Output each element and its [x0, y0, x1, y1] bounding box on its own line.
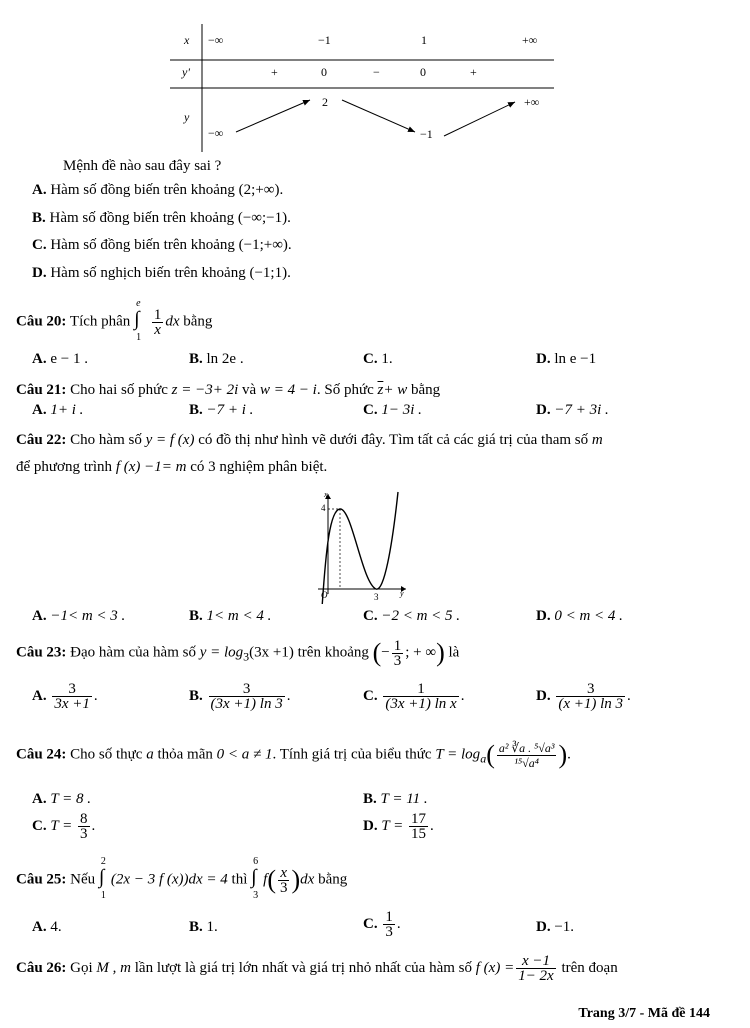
derivative-sign: 0	[321, 65, 327, 79]
q24-stem: Câu 24: Cho số thực a thỏa mãn 0 < a ≠ 1. Tính giá trị của biểu thức $T = \log_a$( $\frac{\text{a² ∛a . ⁵√a³}}{\text{¹⁵√a⁴}}$ ).	[16, 740, 571, 770]
q23-stem: Câu 23: Đạo hàm của hàm số $y = \log_3(3x +1)$ trên khoảng (− $\frac{1}{3}$ ; + ∞) là	[16, 637, 460, 669]
q22-option-b[interactable]: B. 1< m < 4 .	[189, 608, 272, 624]
q20-option-a[interactable]: A. e − 1 .	[32, 351, 88, 367]
y-value: −1	[420, 127, 433, 141]
y-value: +∞	[524, 95, 540, 109]
q25-option-b[interactable]: B. 1.	[189, 919, 218, 935]
q21-option-d[interactable]: D. −7 + 3i .	[536, 402, 609, 418]
q24-option-b[interactable]: B. T = 11 .	[363, 791, 428, 807]
q21-option-b[interactable]: B. −7 + i .	[189, 402, 254, 418]
q22-option-a[interactable]: A. −1< m < 3 .	[32, 608, 126, 624]
page-footer: Trang 3/7 - Mã đề 144	[578, 1006, 710, 1021]
q21-stem: Câu 21: Cho hai số phức z = −3+ 2i và w = 4 − i. Số phức $\overline{z}+ w$ bằng	[16, 382, 441, 398]
row-label-x: x	[184, 33, 190, 47]
graph-y-label: y	[400, 589, 404, 598]
y-value: −∞	[208, 126, 224, 140]
q20-option-d[interactable]: D. ln e −1	[536, 351, 597, 367]
q23-option-a[interactable]: A. $\frac{3}{3x +1}$ .	[32, 681, 98, 712]
row-label-y: y	[184, 110, 190, 124]
q23-option-c[interactable]: C. $\frac{1}{\text{(3x +1) ln x}}$ .	[363, 681, 465, 712]
q26-stem: Câu 26: Gọi M , m lần lượt là giá trị lớn nhất và giá trị nhỏ nhất của hàm số f (x) = $\frac{x -1}{1- 2x}$ trên đoạn	[16, 953, 618, 984]
derivative-sign: +	[470, 65, 477, 79]
q23-option-b[interactable]: B. $\frac{3}{(3x +1) \ln 3}$ .	[189, 681, 291, 712]
q24-option-c[interactable]: C. T = $\frac{8}{3}$ .	[32, 811, 96, 842]
q21-option-a[interactable]: A. 1+ i .	[32, 402, 84, 418]
q22-graph	[312, 488, 412, 604]
q22-stem-line2: để phương trình f (x) −1= m có 3 nghiệm phân biệt.	[16, 459, 328, 475]
graph-x-label: x	[324, 490, 328, 499]
increase-arrow	[444, 102, 515, 136]
graph-y-tick: 4	[321, 503, 326, 513]
q23-option-d[interactable]: D. $\frac{3}{(x +1) \ln 3}$ .	[536, 681, 631, 712]
row-label-yprime: y'	[182, 65, 190, 79]
decrease-arrow	[342, 100, 415, 132]
derivative-sign: −	[373, 65, 380, 79]
x-value: 1	[421, 33, 427, 47]
graph-origin: O	[321, 590, 328, 600]
q22-option-c[interactable]: C. −2 < m < 5 .	[363, 608, 461, 624]
q25-option-d[interactable]: D. −1.	[536, 919, 575, 935]
q21-option-c[interactable]: C. 1− 3i .	[363, 402, 422, 418]
q24-option-a[interactable]: A. T = 8 .	[32, 791, 92, 807]
q25-option-a[interactable]: A. 4.	[32, 919, 62, 935]
q20-option-b[interactable]: B. ln 2e .	[189, 351, 244, 367]
q22-stem-line1: Câu 22: Cho hàm số y = f (x) có đồ thị như hình vẽ dưới đây. Tìm tất cả các giá trị của tham số m	[16, 432, 603, 448]
x-value: −1	[318, 33, 331, 47]
q19-option-d[interactable]: D. Hàm số nghịch biến trên khoảng (−1;1).	[32, 265, 291, 281]
graph-x-tick: 3	[374, 592, 379, 602]
q25-stem: Câu 25: Nếu 2 ∫ 1 (2x − 3 f (x))dx = 4 thì 6 ∫ 3 f( $\frac{x}{3}$ )dx bằng	[16, 856, 348, 901]
y-value: 2	[322, 95, 328, 109]
q20-stem: Câu 20: Tích phân e ∫ 1 $\frac{1}{x}$ dx bằng	[16, 298, 213, 343]
q25-option-c[interactable]: C. $\frac{1}{3}$ .	[363, 909, 401, 940]
q19-option-b[interactable]: B. Hàm số đồng biến trên khoảng (−∞;−1).	[32, 210, 291, 226]
increase-arrow	[236, 100, 310, 132]
q20-option-c[interactable]: C. 1.	[363, 351, 393, 367]
q22-option-d[interactable]: D. 0 < m < 4 .	[536, 608, 623, 624]
q24-option-d[interactable]: D. T = $\frac{17}{15}$ .	[363, 811, 434, 842]
variation-table	[170, 24, 554, 152]
q19-option-a[interactable]: A. Hàm số đồng biến trên khoảng (2;+∞).	[32, 182, 284, 198]
q19-prompt: Mệnh đề nào sau đây sai ?	[63, 158, 222, 174]
x-value: −∞	[208, 33, 224, 47]
derivative-sign: +	[271, 65, 278, 79]
x-value: +∞	[522, 33, 538, 47]
derivative-sign: 0	[420, 65, 426, 79]
q19-option-c[interactable]: C. Hàm số đồng biến trên khoảng (−1;+∞).	[32, 237, 292, 253]
